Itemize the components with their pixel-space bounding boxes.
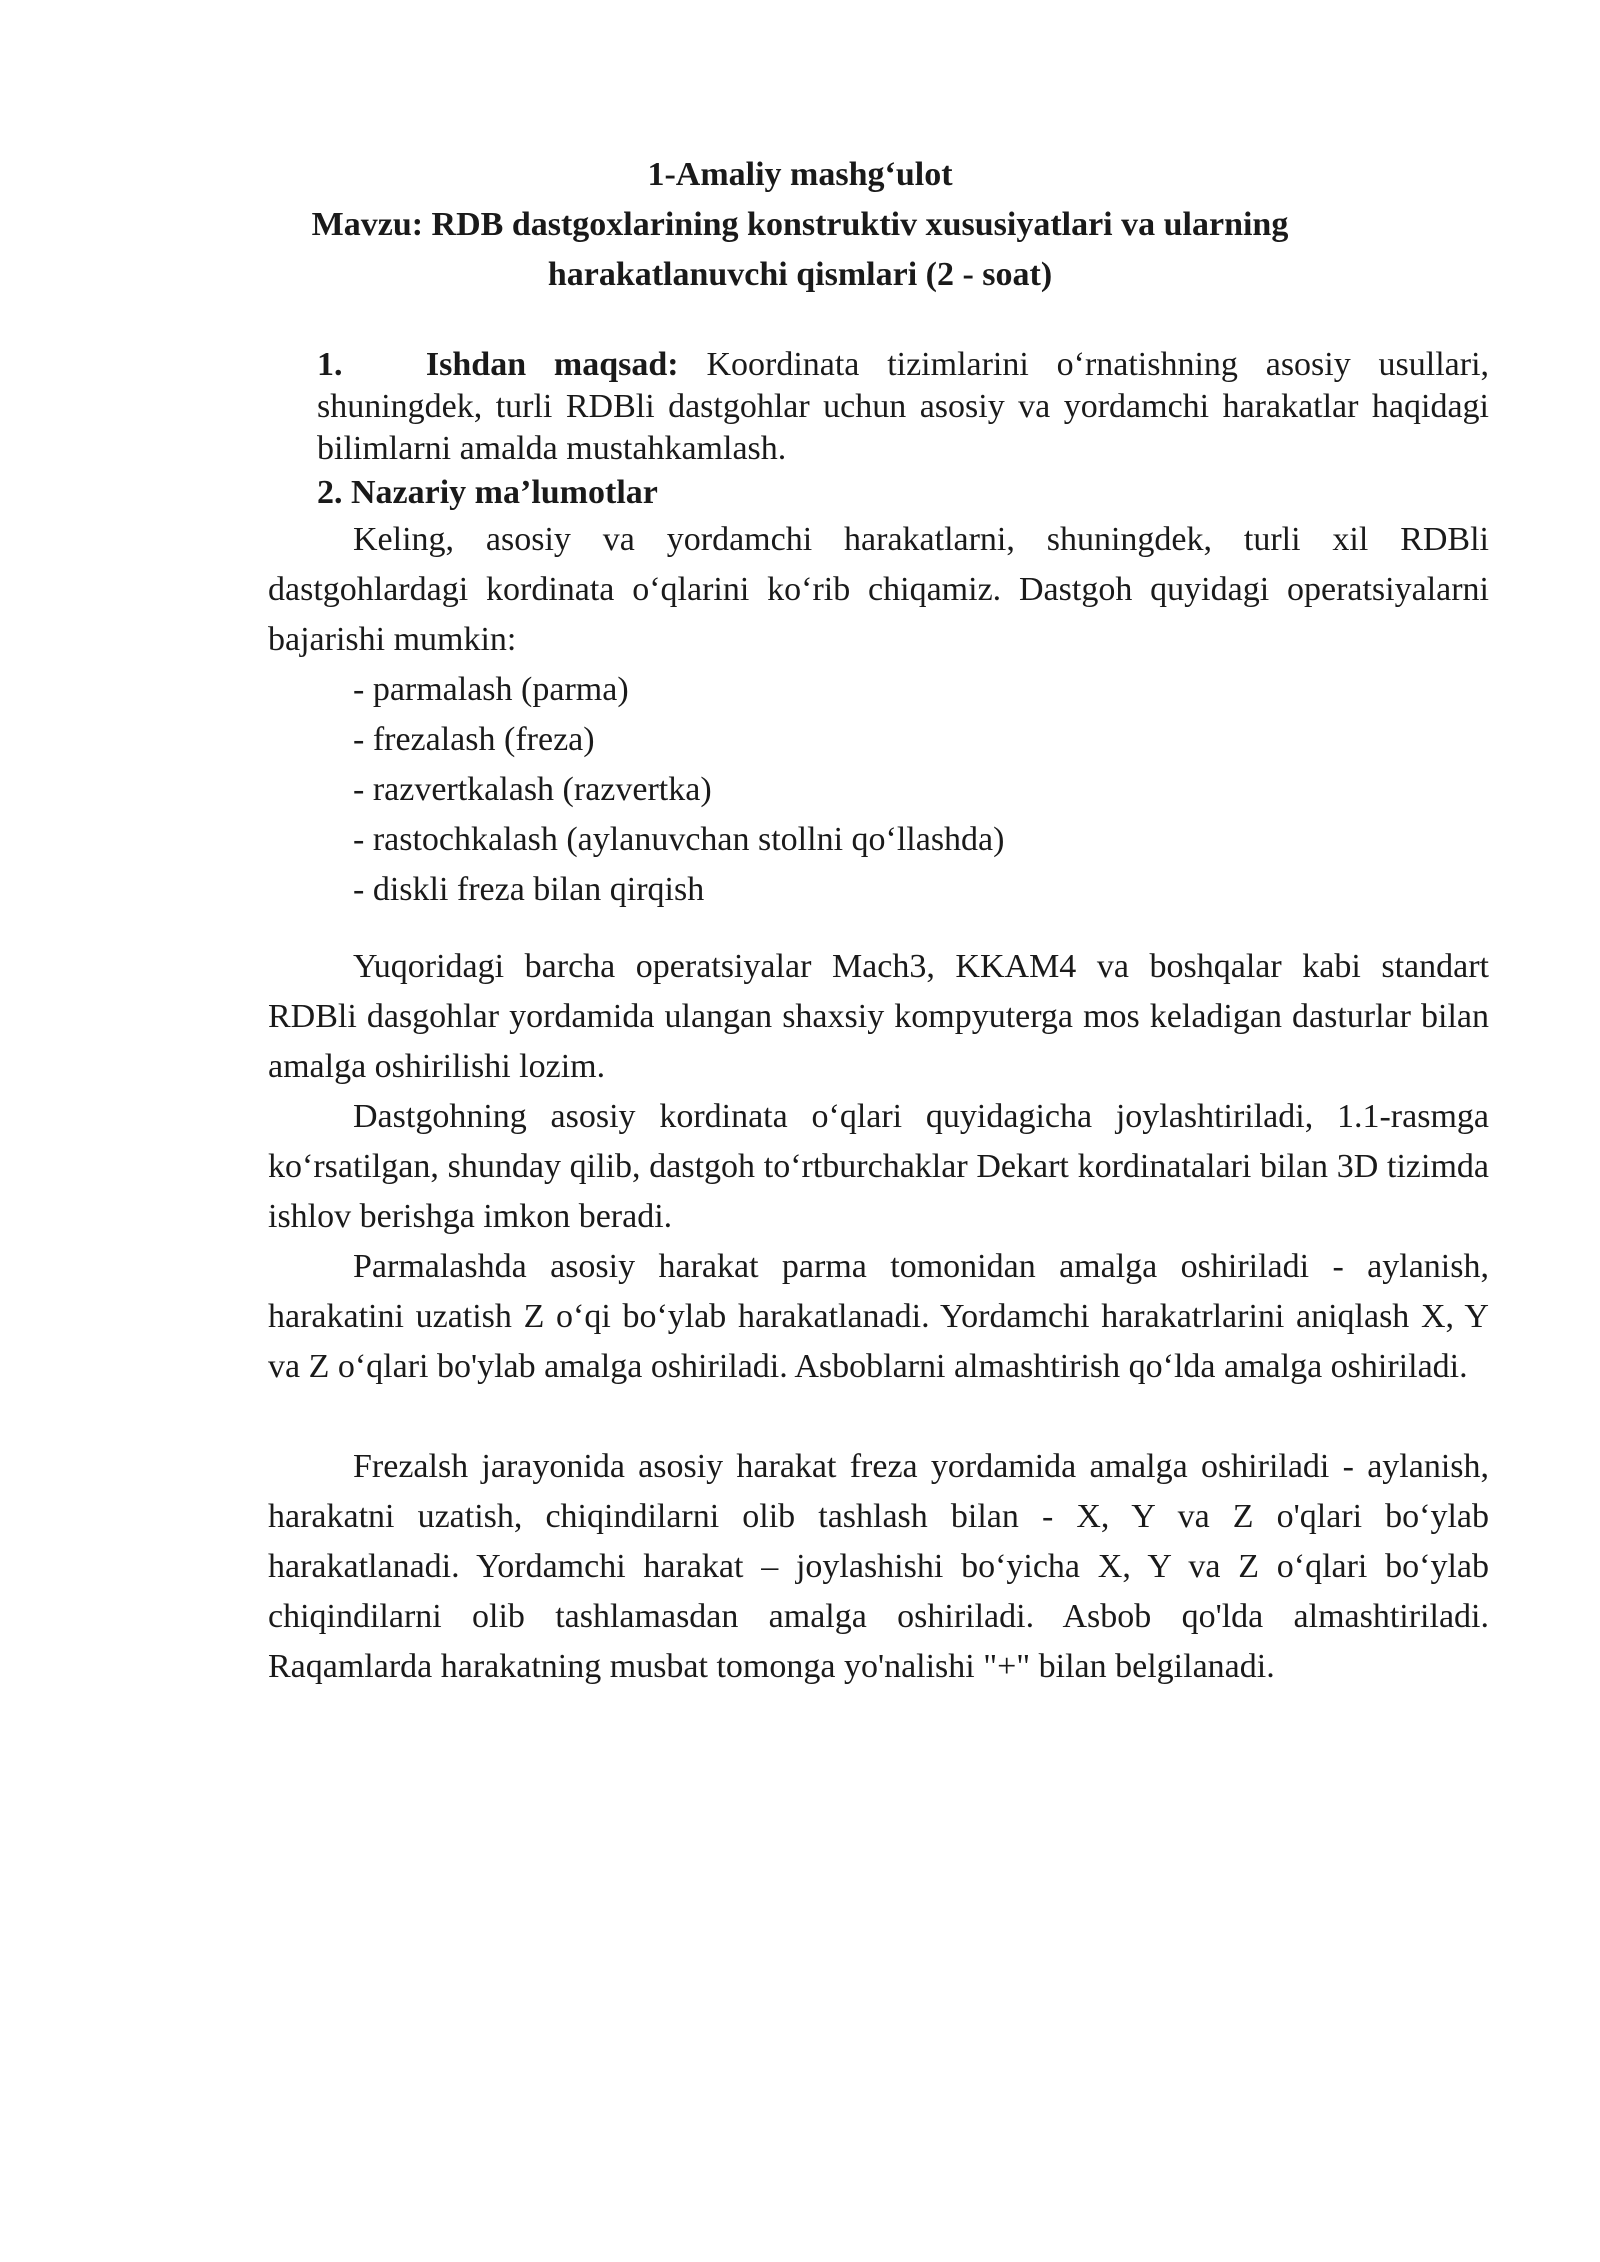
list-item: - razvertkalash (razvertka) <box>353 771 712 808</box>
section-goal-text: Koordinata tizimlarini o‘rnatishning asosiy usullari, shuningdek, turli RDBli dastgohlar uchun asosiy va yordamchi harakatlar haqidagi bilimlarni amalda mustahkamlash. <box>317 346 1490 467</box>
document-title: 1-Amaliy mashg‘ulot <box>647 156 953 193</box>
paragraph-software: Yuqoridagi barcha operatsiyalar Mach3, KKAM4 va boshqalar kabi standart RDBli dasgohlar yordamida ulangan shaxsiy kompyuterga mos keladigan dasturlar bilan amalga oshirilishi lozim. <box>268 948 1489 1085</box>
paragraph-milling: Frezalsh jarayonida asosiy harakat freza yordamida amalga oshiriladi - aylanish, harakatni uzatish, chiqindilarni olib tashlash bilan - X, Y va Z o'qlari bo‘ylab harakatlanadi. Yordamchi harakat – joylashishi bo‘yicha X, Y va Z o‘qlari bo‘ylab chiqindilarni olib tashlamasdan amalga oshiriladi. Asbob qo'lda almashtiriladi. Raqamlarda harakatning musbat tomonga yo'nalishi "+" bilan belgilanadi. <box>268 1448 1489 1685</box>
section-theory-heading: 2. Nazariy ma’lumotlar <box>317 474 658 511</box>
paragraph-intro: Keling, asosiy va yordamchi harakatlarni, shuningdek, turli xil RDBli dastgohlardagi kordinata o‘qlarini ko‘rib chiqamiz. Dastgoh quyidagi operatsiyalarni bajarishi mumkin: <box>268 521 1489 658</box>
section-goal-number: 1. <box>317 346 343 383</box>
paragraph-axes: Dastgohning asosiy kordinata o‘qlari quyidagicha joylashtiriladi, 1.1-rasmga ko‘rsatilgan, shunday qilib, dastgoh to‘rtburchaklar Dekart kordinatalari bilan 3D tizimda ishlov berishga imkon beradi. <box>268 1098 1489 1235</box>
list-item: - diskli freza bilan qirqish <box>353 871 705 908</box>
section-goal <box>317 344 1489 470</box>
paragraph-drilling: Parmalashda asosiy harakat parma tomonidan amalga oshiriladi - aylanish, harakatini uzatish Z o‘qi bo‘ylab harakatlanadi. Yordamchi harakatrlarini aniqlash X, Y va Z o‘qlari bo'ylab amalga oshiriladi. Asboblarni almashtirish qo‘lda amalga oshiriladi. <box>268 1248 1489 1385</box>
section-goal-label: Ishdan maqsad: <box>425 346 679 383</box>
topic-title-line-2: harakatlanuvchi qismlari (2 - soat) <box>547 256 1053 293</box>
list-item: - rastochkalash (aylanuvchan stollni qo‘llashda) <box>353 821 1005 858</box>
operations-list <box>353 665 1004 915</box>
topic-title-line-1: Mavzu: RDB dastgoxlarining konstruktiv xususiyatlari va ularning <box>311 206 1289 243</box>
list-item: - frezalash (freza) <box>353 721 595 758</box>
list-item: - parmalash (parma) <box>353 671 629 708</box>
